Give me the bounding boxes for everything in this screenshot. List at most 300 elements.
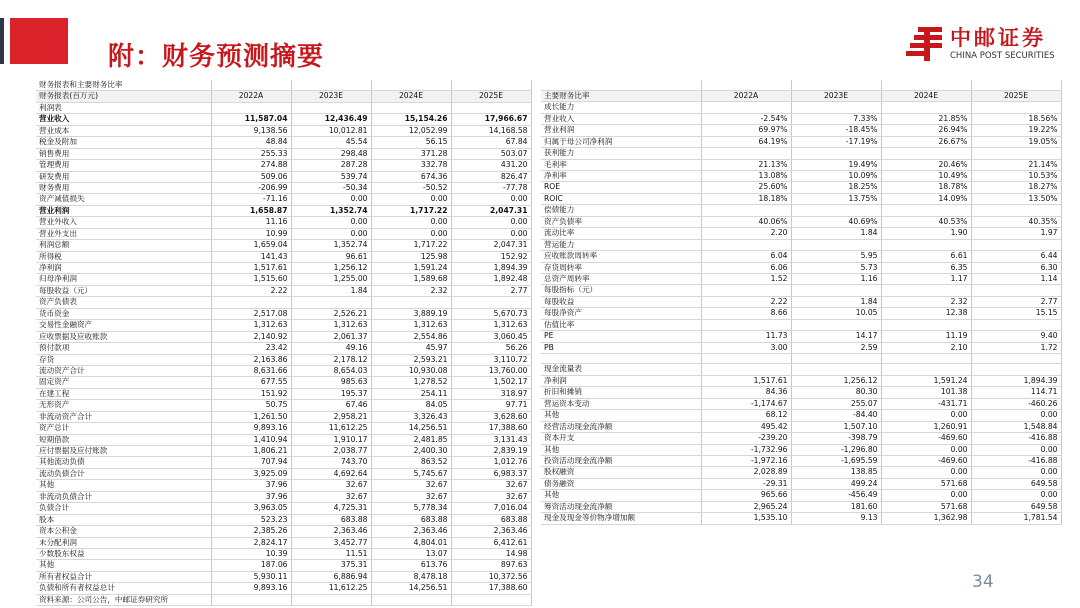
table-cell: 1,589.68 <box>371 274 451 285</box>
table-cell: 0.00 <box>881 467 971 478</box>
table-row <box>541 216 1061 227</box>
row-label: 资产减值损失 <box>36 194 211 205</box>
table-cell <box>881 102 971 113</box>
table-cell: 1,260.91 <box>881 421 971 432</box>
table-cell: 56.26 <box>451 343 531 354</box>
table-cell: 80.30 <box>791 387 881 398</box>
table-cell: 683.88 <box>371 514 451 525</box>
table-row <box>36 125 531 136</box>
table-cell: 6.04 <box>701 251 791 262</box>
row-label: ROE <box>541 182 701 193</box>
table-cell: 1,591.24 <box>881 375 971 386</box>
table-cell: -1,695.59 <box>791 455 881 466</box>
table-cell: 9,893.16 <box>211 583 291 594</box>
table-cell <box>211 80 291 91</box>
table-cell: 17,388.60 <box>451 423 531 434</box>
table-cell: 8,654.03 <box>291 365 371 376</box>
table-cell: 26.94% <box>881 125 971 136</box>
row-label: 营业利润 <box>541 125 701 136</box>
row-label: 获利能力 <box>541 148 701 159</box>
row-label: 估值比率 <box>541 319 701 330</box>
table-cell <box>291 594 371 605</box>
table-cell: 2025E <box>971 90 1061 101</box>
table-cell: 5.95 <box>791 251 881 262</box>
table-cell: 495.42 <box>701 421 791 432</box>
row-label: 未分配利润 <box>36 537 211 548</box>
table-row <box>36 480 531 491</box>
table-cell: 40.53% <box>881 216 971 227</box>
table-row <box>541 387 1061 398</box>
table-cell: 14.17 <box>791 331 881 342</box>
table-cell: 96.61 <box>291 251 371 262</box>
table-cell: 18.18% <box>701 193 791 204</box>
table-row <box>36 137 531 148</box>
table-cell: 2,958.21 <box>291 411 371 422</box>
row-label <box>541 354 701 364</box>
table-cell: 6.35 <box>881 262 971 273</box>
table-cell <box>791 354 881 364</box>
table-cell: -431.71 <box>881 398 971 409</box>
table-cell: 12.38 <box>881 308 971 319</box>
table-cell: 1,781.54 <box>971 513 1061 524</box>
table-cell: 683.88 <box>451 514 531 525</box>
row-label: 每股收益（元） <box>36 285 211 296</box>
table-cell: 6.44 <box>971 251 1061 262</box>
table-row <box>541 159 1061 170</box>
table-cell: 2,824.17 <box>211 537 291 548</box>
table-row <box>36 91 531 102</box>
table-row <box>541 136 1061 147</box>
table-cell: 2,385.26 <box>211 526 291 537</box>
table-cell: 2.22 <box>701 296 791 307</box>
row-label: 每股指标（元） <box>541 285 701 296</box>
row-label: 在建工程 <box>36 388 211 399</box>
title-accent-block <box>10 18 68 64</box>
row-label: PB <box>541 342 701 353</box>
table-cell: 2024E <box>881 90 971 101</box>
table-cell: 2.77 <box>971 296 1061 307</box>
row-label: 流动负债合计 <box>36 468 211 479</box>
table-row <box>541 410 1061 421</box>
table-cell <box>881 285 971 296</box>
table-row <box>36 365 531 376</box>
table-row <box>541 80 1061 90</box>
table-cell: 48.84 <box>211 137 291 148</box>
table-cell: 332.78 <box>371 160 451 171</box>
table-row <box>541 182 1061 193</box>
table-cell: 21.13% <box>701 159 791 170</box>
table-cell: 32.67 <box>291 480 371 491</box>
table-row <box>541 102 1061 113</box>
table-cell: 255.33 <box>211 148 291 159</box>
table-cell: 37.96 <box>211 491 291 502</box>
table-row <box>36 205 531 216</box>
table-row <box>36 263 531 274</box>
table-cell: 152.92 <box>451 251 531 262</box>
table-cell <box>451 297 531 308</box>
table-row <box>36 571 531 582</box>
table-cell: 14,256.51 <box>371 583 451 594</box>
table-row <box>541 364 1061 375</box>
table-cell: 0.00 <box>971 490 1061 501</box>
row-label: 债务融资 <box>541 478 701 489</box>
row-label: 股本 <box>36 514 211 525</box>
table-cell: 1.97 <box>971 228 1061 239</box>
table-row <box>541 90 1061 101</box>
table-cell <box>291 297 371 308</box>
table-cell: 5,930.11 <box>211 571 291 582</box>
row-label: 负债合计 <box>36 503 211 514</box>
row-label: 营运资本变动 <box>541 398 701 409</box>
table-cell: 1,352.74 <box>291 240 371 251</box>
table-cell: 1,591.24 <box>371 263 451 274</box>
table-cell: 14.98 <box>451 548 531 559</box>
table-row <box>36 446 531 457</box>
table-row <box>36 411 531 422</box>
row-label: 销售费用 <box>36 148 211 159</box>
table-row <box>36 160 531 171</box>
table-cell: 1.14 <box>971 273 1061 284</box>
table-cell: 181.60 <box>791 501 881 512</box>
table-cell: -1,972.16 <box>701 455 791 466</box>
table-cell: 2,526.21 <box>291 308 371 319</box>
row-label: 资产负债表 <box>36 297 211 308</box>
table-row <box>36 503 531 514</box>
table-cell: 32.67 <box>371 480 451 491</box>
table-cell: 141.43 <box>211 251 291 262</box>
row-label: 营业外收入 <box>36 217 211 228</box>
table-cell: -456.49 <box>791 490 881 501</box>
table-cell: 1.90 <box>881 228 971 239</box>
row-label: 现金流量表 <box>541 364 701 375</box>
table-row <box>541 205 1061 216</box>
table-cell: 1,312.63 <box>291 320 371 331</box>
table-cell: -29.31 <box>701 478 791 489</box>
table-cell: 20.46% <box>881 159 971 170</box>
table-cell: 743.70 <box>291 457 371 468</box>
row-label: 营运能力 <box>541 239 701 250</box>
table-cell: 13.08% <box>701 171 791 182</box>
table-cell: 187.06 <box>211 560 291 571</box>
row-label: 股权融资 <box>541 467 701 478</box>
table-cell: 318.97 <box>451 388 531 399</box>
row-label: 偿债能力 <box>541 205 701 216</box>
table-row <box>541 319 1061 330</box>
table-row <box>36 594 531 605</box>
table-cell: 19.22% <box>971 125 1061 136</box>
table-cell: 17,388.60 <box>451 583 531 594</box>
row-label: 总资产周转率 <box>541 273 701 284</box>
table-cell: 274.88 <box>211 160 291 171</box>
row-label: 税金及附加 <box>36 137 211 148</box>
table-cell: 23.42 <box>211 343 291 354</box>
table-cell: 0.00 <box>451 228 531 239</box>
table-cell: -1,296.80 <box>791 444 881 455</box>
table-row <box>36 491 531 502</box>
table-cell <box>211 102 291 113</box>
table-cell: 10.53% <box>971 171 1061 182</box>
row-label: 营业收入 <box>36 114 211 125</box>
table-cell: 1.17 <box>881 273 971 284</box>
table-cell: 0.00 <box>371 228 451 239</box>
table-cell: -460.26 <box>971 398 1061 409</box>
table-row <box>541 513 1061 524</box>
row-label: 净利润 <box>541 375 701 386</box>
table-cell: 10.49% <box>881 171 971 182</box>
table-cell: 2,140.92 <box>211 331 291 342</box>
table-cell: -469.60 <box>881 455 971 466</box>
table-cell: 138.85 <box>791 467 881 478</box>
table-cell: 1,517.61 <box>701 375 791 386</box>
table-cell <box>701 319 791 330</box>
table-cell <box>701 239 791 250</box>
table-cell: -416.88 <box>971 455 1061 466</box>
page-number: 34 <box>972 572 994 592</box>
table-cell: 298.48 <box>291 148 371 159</box>
table-cell: 674.36 <box>371 171 451 182</box>
table-cell: 37.96 <box>211 480 291 491</box>
row-label: 毛利率 <box>541 159 701 170</box>
table-cell: 2,047.31 <box>451 205 531 216</box>
table-cell <box>881 319 971 330</box>
table-cell: 40.06% <box>701 216 791 227</box>
table-cell: 151.92 <box>211 388 291 399</box>
table-cell: 2,038.77 <box>291 446 371 457</box>
table-row <box>36 251 531 262</box>
table-cell <box>971 319 1061 330</box>
table-cell <box>881 148 971 159</box>
table-cell: 3,060.45 <box>451 331 531 342</box>
table-cell: -71.16 <box>211 194 291 205</box>
table-cell: 45.97 <box>371 343 451 354</box>
table-row <box>541 375 1061 386</box>
table-cell: 19.05% <box>971 136 1061 147</box>
table-cell: 1,658.87 <box>211 205 291 216</box>
row-label: 财务报表和主要财务比率 <box>36 80 211 91</box>
table-cell: 1.16 <box>791 273 881 284</box>
table-cell: 32.67 <box>451 491 531 502</box>
row-label: 非流动资产合计 <box>36 411 211 422</box>
table-cell: -416.88 <box>971 433 1061 444</box>
table-row <box>36 354 531 365</box>
table-cell: 375.31 <box>291 560 371 571</box>
table-cell: 2,517.08 <box>211 308 291 319</box>
table-cell: 68.12 <box>701 410 791 421</box>
table-cell: -1,174.67 <box>701 398 791 409</box>
table-row <box>36 80 531 91</box>
table-cell: 371.28 <box>371 148 451 159</box>
table-cell: 5.73 <box>791 262 881 273</box>
table-row <box>36 285 531 296</box>
table-cell: 11.16 <box>211 217 291 228</box>
table-row <box>36 102 531 113</box>
table-cell <box>701 354 791 364</box>
table-cell: 1,410.94 <box>211 434 291 445</box>
table-cell: 649.58 <box>971 501 1061 512</box>
table-cell: 0.00 <box>971 467 1061 478</box>
table-cell: 1.84 <box>291 285 371 296</box>
table-row <box>541 342 1061 353</box>
table-cell: 1,362.98 <box>881 513 971 524</box>
table-cell: 0.00 <box>451 194 531 205</box>
table-cell: 0.00 <box>371 194 451 205</box>
table-row <box>36 331 531 342</box>
row-label: 每股净资产 <box>541 308 701 319</box>
table-cell: 3,131.43 <box>451 434 531 445</box>
table-row <box>36 217 531 228</box>
table-cell: 5,670.73 <box>451 308 531 319</box>
table-cell: 1,502.17 <box>451 377 531 388</box>
table-cell: 17,966.67 <box>451 114 531 125</box>
table-cell: 49.16 <box>291 343 371 354</box>
table-cell: 1,535.10 <box>701 513 791 524</box>
row-label: ROIC <box>541 193 701 204</box>
table-cell: 1,256.12 <box>291 263 371 274</box>
row-label: 折旧和摊销 <box>541 387 701 398</box>
table-cell: 2,363.46 <box>451 526 531 537</box>
row-label: 应收票据及应收账款 <box>36 331 211 342</box>
table-cell: 0.00 <box>971 410 1061 421</box>
table-cell <box>881 239 971 250</box>
row-label: 研发费用 <box>36 171 211 182</box>
table-cell: 0.00 <box>291 217 371 228</box>
table-cell: 64.19% <box>701 136 791 147</box>
table-cell: 0.00 <box>291 228 371 239</box>
table-cell: 1,659.04 <box>211 240 291 251</box>
table-cell: 50.75 <box>211 400 291 411</box>
table-cell <box>971 239 1061 250</box>
row-label: 财务费用 <box>36 182 211 193</box>
table-cell: 8.66 <box>701 308 791 319</box>
table-cell <box>971 205 1061 216</box>
row-label: 净利率 <box>541 171 701 182</box>
table-cell: 1,892.48 <box>451 274 531 285</box>
table-cell: 6.61 <box>881 251 971 262</box>
table-row <box>541 262 1061 273</box>
table-cell: 15,154.26 <box>371 114 451 125</box>
table-row <box>36 423 531 434</box>
table-row <box>541 251 1061 262</box>
table-cell: 2025E <box>451 91 531 102</box>
table-row <box>541 478 1061 489</box>
table-cell: 32.67 <box>291 491 371 502</box>
table-cell: 0.00 <box>881 490 971 501</box>
table-row <box>541 239 1061 250</box>
row-label: 其他 <box>541 410 701 421</box>
table-row <box>36 171 531 182</box>
row-label: 负债和所有者权益总计 <box>36 583 211 594</box>
table-cell: 21.14% <box>971 159 1061 170</box>
row-label: 投资活动现金流净额 <box>541 455 701 466</box>
row-label: 无形资产 <box>36 400 211 411</box>
table-cell: 8,478.18 <box>371 571 451 582</box>
table-cell: 11.73 <box>701 331 791 342</box>
table-cell: 6.30 <box>971 262 1061 273</box>
table-row <box>541 490 1061 501</box>
logo-english-name: CHINA POST SECURITIES <box>950 51 1055 61</box>
table-cell: 18.78% <box>881 182 971 193</box>
table-cell: 523.23 <box>211 514 291 525</box>
table-cell: 11,612.25 <box>291 583 371 594</box>
table-cell <box>371 594 451 605</box>
table-cell: 1,515.60 <box>211 274 291 285</box>
table-cell <box>881 364 971 375</box>
table-cell: 649.58 <box>971 478 1061 489</box>
table-cell: 1,517.61 <box>211 263 291 274</box>
table-cell: -2.54% <box>701 113 791 124</box>
table-cell: 6,983.37 <box>451 468 531 479</box>
logo-chinese-name: 中邮证券 <box>950 26 1046 50</box>
row-label: 少数股东权益 <box>36 548 211 559</box>
table-cell <box>371 297 451 308</box>
row-label: 营业外支出 <box>36 228 211 239</box>
table-cell: 45.54 <box>291 137 371 148</box>
table-cell <box>881 354 971 364</box>
table-cell: 56.15 <box>371 137 451 148</box>
table-cell: 2,839.19 <box>451 446 531 457</box>
table-cell <box>971 285 1061 296</box>
table-row <box>541 273 1061 284</box>
table-cell: 19.49% <box>791 159 881 170</box>
table-cell: 1,507.10 <box>791 421 881 432</box>
table-cell: 571.68 <box>881 478 971 489</box>
table-row <box>36 548 531 559</box>
table-row <box>541 228 1061 239</box>
table-cell: 25.60% <box>701 182 791 193</box>
table-cell: 10,372.56 <box>451 571 531 582</box>
table-cell: 2022A <box>211 91 291 102</box>
table-cell: 9,138.56 <box>211 125 291 136</box>
table-cell: 11,587.04 <box>211 114 291 125</box>
table-cell <box>971 364 1061 375</box>
table-cell: 2.22 <box>211 285 291 296</box>
table-cell: 2.32 <box>371 285 451 296</box>
table-row <box>36 194 531 205</box>
table-cell: 3,628.60 <box>451 411 531 422</box>
china-post-emblem-icon <box>904 24 944 62</box>
table-row <box>541 501 1061 512</box>
table-cell: 1.84 <box>791 296 881 307</box>
table-cell: 2,163.86 <box>211 354 291 365</box>
table-cell: 2.20 <box>701 228 791 239</box>
table-cell: 26.67% <box>881 136 971 147</box>
table-cell: 3,889.19 <box>371 308 451 319</box>
table-row <box>36 343 531 354</box>
table-cell: 32.67 <box>451 480 531 491</box>
table-cell <box>791 319 881 330</box>
row-label: 所有者权益合计 <box>36 571 211 582</box>
table-cell: 287.28 <box>291 160 371 171</box>
financial-statements-table <box>36 80 532 606</box>
table-cell: 2023E <box>291 91 371 102</box>
table-row <box>36 148 531 159</box>
table-row <box>36 308 531 319</box>
table-cell <box>791 148 881 159</box>
row-label: 营业成本 <box>36 125 211 136</box>
row-label: 营业利润 <box>36 205 211 216</box>
financial-ratios-table <box>541 80 1062 525</box>
table-row <box>36 240 531 251</box>
table-cell: -469.60 <box>881 433 971 444</box>
table-cell: 8,631.66 <box>211 365 291 376</box>
table-cell: -50.52 <box>371 182 451 193</box>
table-cell: 1,261.50 <box>211 411 291 422</box>
table-cell <box>791 285 881 296</box>
table-cell: 84.05 <box>371 400 451 411</box>
row-label: 主要财务比率 <box>541 90 701 101</box>
row-label: 存货周转率 <box>541 262 701 273</box>
table-cell: 2,178.12 <box>291 354 371 365</box>
